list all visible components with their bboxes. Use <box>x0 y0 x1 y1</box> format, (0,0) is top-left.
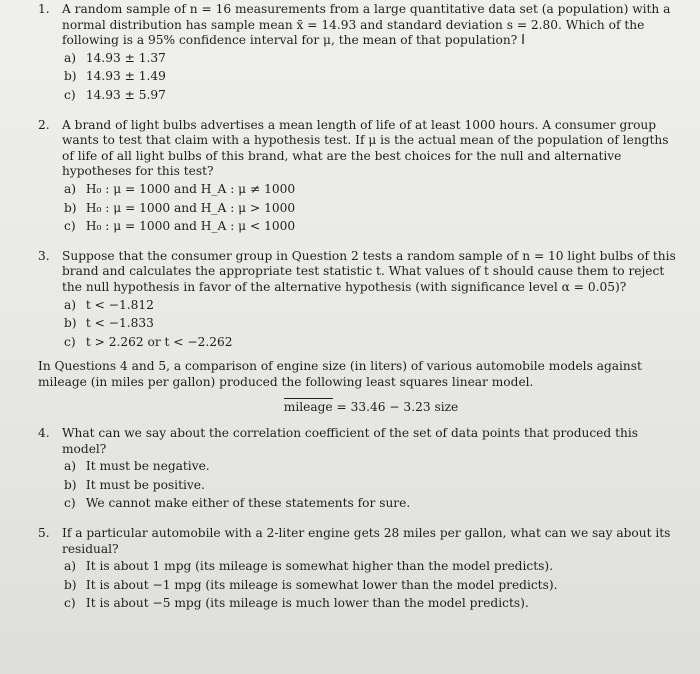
option-b: b) 14.93 ± 1.49 <box>64 69 166 84</box>
model-intro: In Questions 4 and 5, a comparison of engine size (in liters) of various automobile models against mileage (in miles per gallon) produced the following least squares linear model. <box>38 359 642 389</box>
question-5 <box>38 526 680 612</box>
option-b: b) H₀ : μ = 1000 and H_A : μ > 1000 <box>64 200 296 215</box>
option-list <box>64 298 680 351</box>
option-b: b) It is about −1 mpg (its mileage is somewhat lower than the model predicts). <box>64 577 558 592</box>
option-b: b) t < −1.833 <box>64 316 154 331</box>
question-text: If a particular automobile with a 2-liter engine gets 28 miles per gallon, what can we say about its residual? <box>62 526 671 556</box>
question-text: What can we say about the correlation coefficient of the set of data points that produced this model? <box>62 426 638 456</box>
option-a: a) 14.93 ± 1.37 <box>64 50 166 65</box>
option-b: b) It must be positive. <box>64 477 205 492</box>
question-number: 1. <box>38 2 50 16</box>
question-text: A brand of light bulbs advertises a mean length of life of at least 1000 hours. A consumer group wants to test that claim with a hypothesis test. If μ is the actual mean of the population of lengths of life of all light bulbs of this brand, what are the best choices for the null and alternative hypotheses for this test? <box>62 117 669 179</box>
question-number: 3. <box>38 248 50 263</box>
option-c: c) We cannot make either of these statements for sure. <box>64 496 411 511</box>
question-3 <box>38 248 680 351</box>
text-cursor-icon: I <box>521 33 525 49</box>
option-a: a) It must be negative. <box>64 459 210 474</box>
option-list <box>64 559 680 612</box>
option-list <box>64 51 680 104</box>
question-number: 5. <box>38 526 50 541</box>
option-list <box>64 459 680 512</box>
regression-equation <box>62 398 680 416</box>
option-a: a) It is about 1 mpg (its mileage is somewhat higher than the model predicts). <box>64 559 553 574</box>
question-2 <box>38 117 680 235</box>
option-c: c) H₀ : μ = 1000 and H_A : μ < 1000 <box>64 219 296 234</box>
question-text: A random sample of n = 16 measurements from a large quantitative data set (a population) with a normal distribution has sample mean x̄ = 14.93 and standard deviation s = 2.80. Which of the following is a 95% confidence interval for μ, the mean of that population? I <box>62 2 671 49</box>
equation-lhs: mileage <box>283 400 333 415</box>
option-a: a) t < −1.812 <box>64 297 154 312</box>
question-text: Suppose that the consumer group in Question 2 tests a random sample of n = 10 light bulbs of this brand and calculates the appropriate test statistic t. What values of t should cause them to reject the null hypothesis in favor of the alternative hypothesis (with significance level α = 0.05)? <box>62 248 676 294</box>
option-list <box>64 182 680 235</box>
equation-rhs: = 33.46 − 3.23 size <box>336 400 459 415</box>
question-number: 2. <box>38 117 50 132</box>
option-c: c) It is about −5 mpg (its mileage is much lower than the model predicts). <box>64 596 529 611</box>
question-4 <box>38 426 680 512</box>
question-1 <box>38 2 680 104</box>
option-c: c) t > 2.262 or t < −2.262 <box>64 334 233 349</box>
question-number: 4. <box>38 426 50 441</box>
option-c: c) 14.93 ± 5.97 <box>64 87 166 102</box>
option-a: a) H₀ : μ = 1000 and H_A : μ ≠ 1000 <box>64 181 296 196</box>
